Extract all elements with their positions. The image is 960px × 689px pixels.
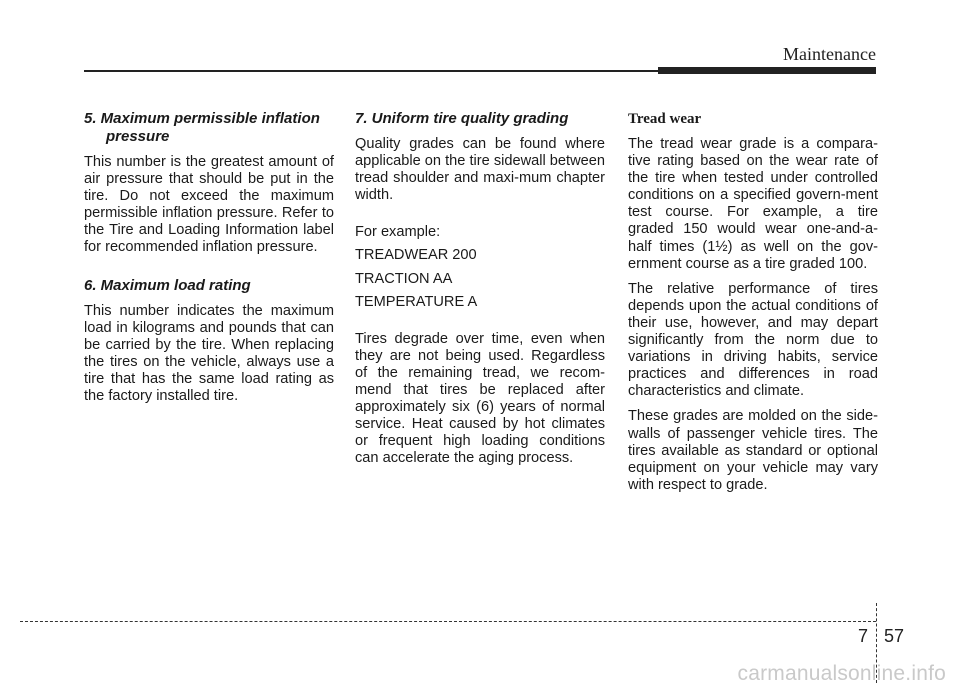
column-middle — [355, 110, 605, 476]
paragraph-tread-wear-1: The tread wear grade is a compara-tive rating based on the wear rate of the tire when tested under controlled conditions on a specified govern-ment test course. For example, a tire graded 150 would wear one-and-a-half times (1½) as well on the gov-ernment course as a tire graded 100. — [628, 136, 878, 272]
paragraph-tread-wear-3: These grades are molded on the side-walls of passenger vehicle tires. The tires available as standard or optional equipment on your vehicle may vary with respect to grade. — [628, 408, 878, 493]
watermark: carmanualsonline.info — [737, 662, 946, 685]
heading-max-load: 6. Maximum load rating — [84, 276, 251, 294]
example-label: For example: — [355, 224, 441, 241]
paragraph-max-load: This number indicates the maximum load in kilograms and pounds that can be carried by the tire. When replacing the tires on the vehicle, always use a tire that has the same load rating as the factory installed tire. — [84, 302, 334, 405]
header-rule — [84, 70, 664, 72]
heading-tread-wear: Tread wear — [628, 111, 702, 127]
section-title: Maintenance — [783, 44, 876, 64]
paragraph-max-inflation: This number is the greatest amount of air pressure that should be put in the tire. Do not exceed the maximum permissible inflation pressure. Refer to the Tire and Loading Information label for recommended inflation pressure. — [84, 154, 334, 256]
column-right — [628, 110, 878, 502]
paragraph-tire-aging: Tires degrade over time, even when they are not being used. Regardless of the remaining tread, we recom-mend that tires be replaced after approximately six (6) years of normal service. Heat caused by hot climates or frequent high loading conditions can accelerate the aging process. — [355, 330, 605, 467]
example-treadwear: TREADWEAR 200 — [355, 247, 477, 264]
example-traction: TRACTION AA — [355, 270, 453, 287]
paragraph-utqg: Quality grades can be found where applicable on the tire sidewall between tread shoulder and maxi-mum chapter width. — [355, 136, 605, 204]
paragraph-tread-wear-2: The relative performance of tires depends upon the actual conditions of their use, however, and may depart significantly from the norm due to variations in driving habits, service practices and differences in road characteristics and climate. — [628, 280, 878, 400]
header-rule-accent — [658, 67, 876, 74]
column-left — [84, 110, 334, 413]
page-number: 57 — [884, 626, 905, 646]
example-temperature: TEMPERATURE A — [355, 293, 478, 310]
heading-max-inflation: 5. Maximum permissible inflation pressure — [84, 110, 320, 145]
heading-utqg: 7. Uniform tire quality grading — [355, 110, 569, 127]
footer-rule — [20, 621, 876, 622]
chapter-number: 7 — [858, 626, 869, 646]
